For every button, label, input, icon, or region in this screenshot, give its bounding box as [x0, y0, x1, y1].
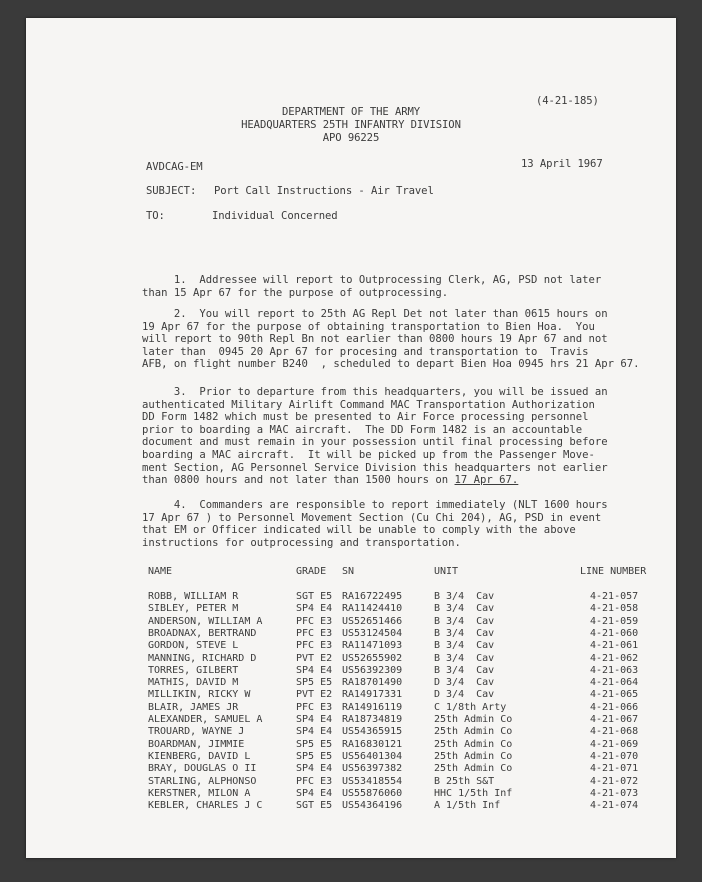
cell-sn: RA14917331	[342, 689, 403, 701]
cell-sn: US53124504	[342, 627, 403, 639]
cell-name: STARLING, ALPHONSO	[148, 775, 257, 787]
cell-name: MATHIS, DAVID M	[148, 677, 239, 689]
header-unit: UNIT	[434, 566, 459, 577]
header-grade: GRADE	[296, 566, 327, 577]
cell-grade: PFC E3	[296, 775, 333, 787]
cell-unit: D 3/4 Cav	[434, 689, 495, 701]
cell-unit: 25th Admin Co	[434, 738, 513, 750]
cell-line: 4-21-068	[590, 726, 639, 738]
cell-grade: SP4 E4	[296, 787, 333, 799]
cell-grade: SGT E5	[296, 591, 333, 602]
cell-name: KEBLER, CHARLES J C	[148, 800, 263, 812]
cell-grade: PFC E3	[296, 627, 333, 639]
document-number: (4-21-185)	[536, 95, 599, 107]
header-apo: APO 96225	[322, 132, 380, 144]
cell-name: KIENBERG, DAVID L	[148, 750, 251, 762]
cell-sn: US56397382	[342, 763, 403, 775]
cell-grade: SP5 E5	[296, 738, 333, 750]
cell-name: TROUARD, WAYNE J	[148, 726, 245, 738]
cell-line: 4-21-060	[590, 627, 639, 639]
cell-unit: 25th Admin Co	[434, 763, 513, 775]
cell-sn: RA11424410	[342, 603, 403, 615]
cell-sn: US52655902	[342, 652, 403, 664]
cell-unit: A 1/5th Inf	[434, 800, 501, 812]
cell-name: BLAIR, JAMES JR	[148, 701, 239, 713]
cell-line: 4-21-059	[590, 615, 639, 627]
cell-unit: B 3/4 Cav	[434, 640, 495, 652]
cell-line: 4-21-072	[590, 775, 639, 787]
cell-unit: B 3/4 Cav	[434, 591, 495, 602]
table-row	[148, 763, 638, 775]
cell-line: 4-21-066	[590, 701, 639, 713]
table-row	[148, 616, 638, 628]
cell-name: SIBLEY, PETER M	[148, 603, 239, 615]
cell-name: ANDERSON, WILLIAM A	[148, 615, 263, 627]
cell-sn: RA16722495	[342, 591, 403, 602]
cell-line: 4-21-070	[590, 750, 639, 762]
cell-unit: B 3/4 Cav	[434, 603, 495, 615]
cell-line: 4-21-071	[590, 763, 639, 775]
cell-unit: B 25th S&T	[434, 775, 495, 787]
table-row	[148, 702, 638, 714]
cell-grade: PFC E3	[296, 701, 333, 713]
cell-grade: SP5 E5	[296, 750, 333, 762]
cell-unit: HHC 1/5th Inf	[434, 787, 513, 799]
header-department: DEPARTMENT OF THE ARMY	[281, 106, 421, 118]
cell-line: 4-21-073	[590, 787, 639, 799]
cell-name: BRAY, DOUGLAS O II	[148, 763, 257, 775]
table-row	[148, 591, 638, 603]
cell-name: BOARDMAN, JIMMIE	[148, 738, 245, 750]
cell-name: KERSTNER, MILON A	[148, 787, 251, 799]
cell-grade: SP4 E4	[296, 726, 333, 738]
paragraph-4: 4. Commanders are responsible to report immediately (NLT 1600 hours 17 Apr 67 ) to Personnel Movement Section (Cu Chi 204), AG, PSD in event that EM or Officer indicated will be unable to comply with the above instructions for outprocessing and transportation.	[142, 499, 608, 549]
cell-sn: RA11471093	[342, 640, 403, 652]
cell-line: 4-21-057	[590, 591, 639, 602]
paragraph-3	[142, 386, 612, 487]
cell-unit: B 3/4 Cav	[434, 664, 495, 676]
cell-line: 4-21-063	[590, 664, 639, 676]
paragraph-1: 1. Addressee will report to Outprocessing Clerk, AG, PSD not later than 15 Apr 67 for the purpose of outprocessing.	[142, 274, 602, 299]
cell-name: GORDON, STEVE L	[148, 640, 239, 652]
cell-grade: SP4 E4	[296, 603, 333, 615]
cell-sn: RA18734819	[342, 714, 403, 725]
table-row	[148, 677, 638, 689]
table-row	[148, 788, 638, 800]
cell-unit: D 3/4 Cav	[434, 677, 495, 689]
table-row	[148, 665, 638, 677]
table-row	[148, 628, 638, 640]
table-row	[148, 689, 638, 701]
header-sn: SN	[342, 566, 355, 577]
cell-grade: PFC E3	[296, 615, 333, 627]
cell-line: 4-21-065	[590, 689, 639, 701]
cell-grade: SP5 E5	[296, 677, 333, 689]
cell-grade: PVT E2	[296, 652, 333, 664]
document-page	[26, 18, 676, 858]
header-line-number: LINE NUMBER	[580, 566, 647, 577]
cell-name: MILLIKIN, RICKY W	[148, 689, 251, 701]
cell-line: 4-21-074	[590, 800, 639, 812]
cell-sn: RA18701490	[342, 677, 403, 689]
cell-unit: 25th Admin Co	[434, 726, 513, 738]
cell-unit: B 3/4 Cav	[434, 652, 495, 664]
table-row	[148, 776, 638, 788]
cell-unit: 25th Admin Co	[434, 750, 513, 762]
cell-line: 4-21-061	[590, 640, 639, 652]
cell-unit: C 1/8th Arty	[434, 701, 507, 713]
table-row	[148, 714, 638, 726]
cell-name: MANNING, RICHARD D	[148, 652, 257, 664]
table-row	[148, 640, 638, 652]
cell-sn: RA16830121	[342, 738, 403, 750]
paragraph-2: 2. You will report to 25th AG Repl Det not later than 0615 hours on 19 Apr 67 for the purpose of obtaining transportation to Bien Hoa. You will report to 90th Repl Bn not earlier than 0800 hours 19 Apr 67 and not later than 0945 20 Apr 67 for procesing and transportation to Travis AFB, on flight number B240 , scheduled to depart Bien Hoa 0945 hrs 21 Apr 67.	[142, 308, 640, 371]
office-symbol: AVDCAG-EM	[146, 161, 203, 173]
subject-text: Port Call Instructions - Air Travel	[214, 185, 434, 197]
cell-sn: US54364196	[342, 800, 403, 812]
paragraph-3-date: 17 Apr 67.	[454, 474, 519, 487]
cell-grade: PVT E2	[296, 689, 333, 701]
table-row	[148, 726, 638, 738]
to-label: TO:	[146, 210, 165, 222]
cell-name: BROADNAX, BERTRAND	[148, 627, 257, 639]
cell-sn: US54365915	[342, 726, 403, 738]
cell-grade: PFC E3	[296, 640, 333, 652]
cell-grade: SP4 E4	[296, 714, 333, 725]
cell-unit: B 3/4 Cav	[434, 627, 495, 639]
cell-line: 4-21-064	[590, 677, 639, 689]
cell-sn: US55876060	[342, 787, 403, 799]
cell-name: ALEXANDER, SAMUEL A	[148, 714, 263, 725]
cell-line: 4-21-067	[590, 714, 639, 725]
cell-unit: B 3/4 Cav	[434, 615, 495, 627]
cell-name: ROBB, WILLIAM R	[148, 591, 239, 602]
table-row	[148, 653, 638, 665]
cell-line: 4-21-069	[590, 738, 639, 750]
table-row	[148, 603, 638, 615]
cell-line: 4-21-058	[590, 603, 639, 615]
cell-grade: SP4 E4	[296, 664, 333, 676]
document-date: 13 April 1967	[521, 158, 603, 170]
to-text: Individual Concerned	[212, 210, 338, 222]
cell-sn: US52651466	[342, 615, 403, 627]
subject-label: SUBJECT:	[146, 185, 197, 197]
table-row	[148, 751, 638, 763]
cell-unit: 25th Admin Co	[434, 714, 513, 725]
cell-sn: US56392309	[342, 664, 403, 676]
cell-sn: US56401304	[342, 750, 403, 762]
cell-grade: SP4 E4	[296, 763, 333, 775]
cell-grade: SGT E5	[296, 800, 333, 812]
cell-line: 4-21-062	[590, 652, 639, 664]
cell-sn: US53418554	[342, 775, 403, 787]
table-header	[148, 566, 647, 578]
cell-name: TORRES, GILBERT	[148, 664, 239, 676]
paragraph-3-text: 3. Prior to departure from this headquarters, you will be issued an authenticated Military Airlift Command MAC Transportation Authorization DD Form 1482 which must be presented to Air Force processing personnel prior to boarding a MAC aircraft. The DD Form 1482 is an accountable document and must remain in your possession until final processing before boarding a MAC aircraft. It will be picked up from the Passenger Move- ment Section, AG Personnel Service Division this headquarters not earlier than 0800 hours and not later than 1500 hours on	[142, 386, 608, 487]
table-row	[148, 739, 638, 751]
header-name: NAME	[148, 566, 173, 577]
table-row	[148, 800, 638, 812]
cell-sn: RA14916119	[342, 701, 403, 713]
header-headquarters: HEADQUARTERS 25TH INFANTRY DIVISION	[241, 119, 461, 131]
